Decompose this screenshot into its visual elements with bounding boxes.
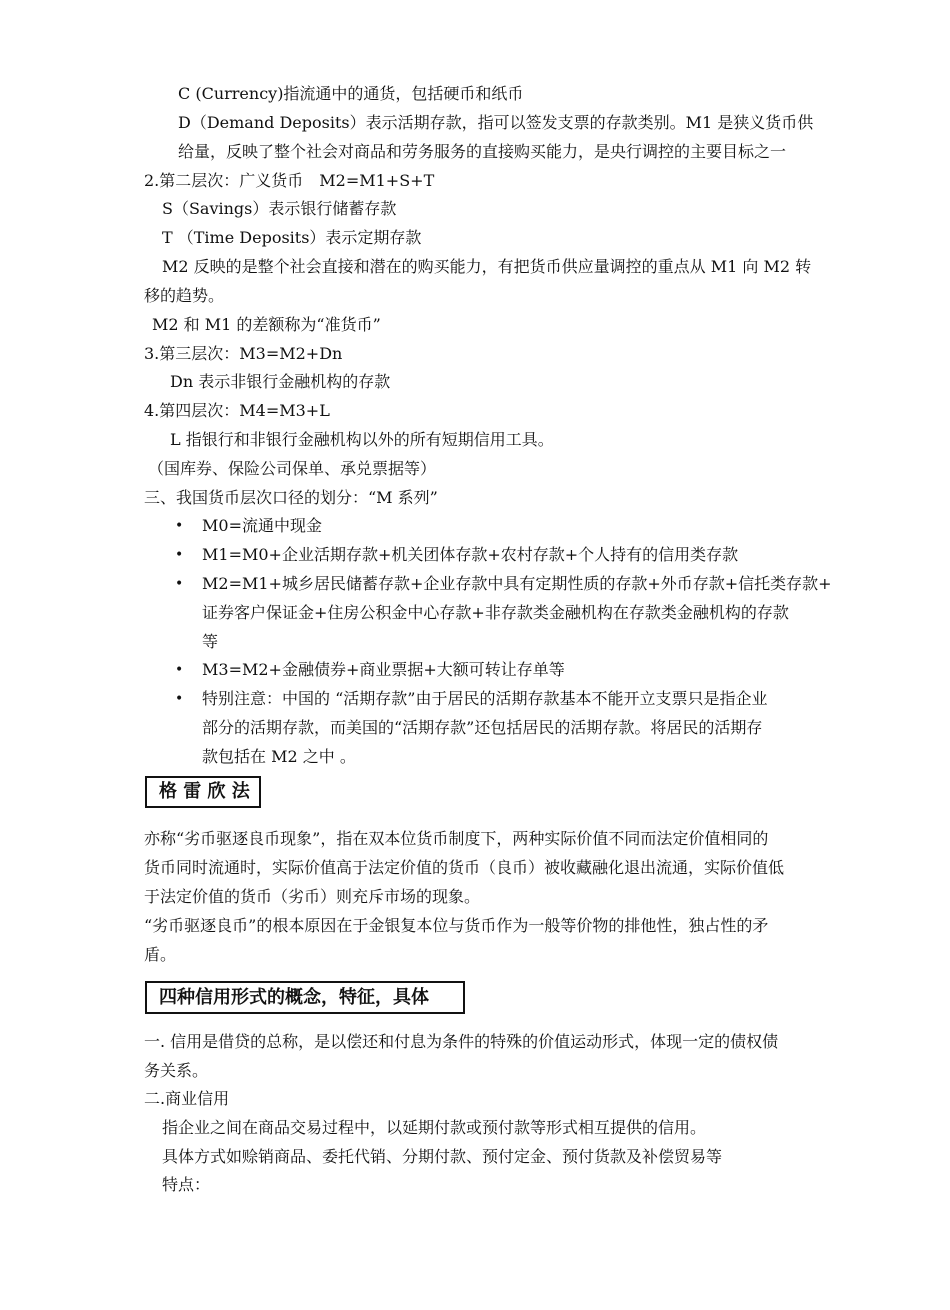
bullet-dot: • [175, 547, 184, 563]
level-2-heading: 2.第二层次：广义货币 M2=M1+S+T [144, 171, 435, 190]
gresham-law-heading [145, 776, 261, 808]
m2-item-2: 证券客户保证金+住房公积金中心存款+非存款类金融机构在存款类金融机构的存款 [202, 603, 789, 622]
special-note-item-3: 款包括在 M2 之中 。 [202, 747, 356, 766]
time-deposits-line: T （Time Deposits）表示定期存款 [162, 228, 422, 247]
bullet-dot: • [175, 518, 184, 534]
gresham-law-heading-text: 格 雷 欣 法 [159, 781, 250, 802]
credit-definition-line: 一. 信用是借贷的总称，是以偿还和付息为条件的特殊的价值运动形式，体现一定的债权债 [144, 1032, 779, 1051]
gresham-para-line-3: 于法定价值的货币（劣币）则充斥市场的现象。 [144, 887, 481, 906]
m2-item: M2=M1+城乡居民储蓄存款+企业存款中具有定期性质的存款+外币存款+信托类存款+ [202, 574, 832, 593]
bullet-dot: • [175, 662, 184, 678]
bullet-dot: • [175, 691, 184, 707]
l-examples-line: （国库券、保险公司保单、承兑票据等） [148, 459, 437, 478]
demand-deposits-line-2: 给量，反映了整个社会对商品和劳务服务的直接购买能力，是央行调控的主要目标之一 [178, 142, 787, 161]
savings-line: S（Savings）表示银行储蓄存款 [162, 199, 397, 218]
level-3-heading: 3.第三层次：M3=M2+Dn [144, 344, 343, 363]
m2-reflects-line-2: 移的趋势。 [144, 286, 225, 305]
credit-definition-line-2: 务关系。 [144, 1061, 209, 1080]
commercial-credit-methods: 具体方式如赊销商品、委托代销、分期付款、预付定金、预付货款及补偿贸易等 [162, 1147, 723, 1166]
level-4-heading: 4.第四层次：M4=M3+L [144, 401, 330, 420]
m2-item-3: 等 [202, 632, 219, 651]
m2-reflects-line: M2 反映的是整个社会直接和潜在的购买能力，有把货币供应量调控的重点从 M1 向 M2 转 [162, 257, 812, 276]
gresham-para-line-2: 货币同时流通时，实际价值高于法定价值的货币（良币）被收藏融化退出流通，实际价值低 [144, 858, 785, 877]
currency-line: C (Currency)指流通中的通货，包括硬币和纸币 [178, 84, 524, 103]
gresham-cause-line-2: 盾。 [144, 945, 177, 964]
credit-forms-heading-text: 四种信用形式的概念，特征，具体 [159, 986, 429, 1008]
l-line: L 指银行和非银行金融机构以外的所有短期信用工具。 [170, 430, 554, 449]
demand-deposits-line: D（Demand Deposits）表示活期存款，指可以签发支票的存款类别。M1 是狭义货币供 [178, 113, 814, 132]
m-series-heading: 三、我国货币层次口径的划分：“M 系列” [144, 488, 438, 507]
features-label: 特点： [162, 1175, 211, 1194]
m1-item: M1=M0+企业活期存款+机关团体存款+农村存款+个人持有的信用类存款 [202, 545, 739, 564]
gresham-para-line: 亦称“劣币驱逐良币现象”，指在双本位货币制度下，两种实际价值不同而法定价值相同的 [144, 829, 769, 848]
commercial-credit-heading: 二.商业信用 [144, 1089, 230, 1108]
quasi-money-line: M2 和 M1 的差额称为“准货币” [152, 315, 381, 334]
special-note-item: 特别注意：中国的 “活期存款”由于居民的活期存款基本不能开立支票只是指企业 [202, 689, 768, 708]
credit-forms-heading [145, 981, 465, 1014]
m3-item: M3=M2+金融债券+商业票据+大额可转让存单等 [202, 660, 565, 679]
commercial-credit-definition: 指企业之间在商品交易过程中，以延期付款或预付款等形式相互提供的信用。 [162, 1118, 707, 1137]
dn-line: Dn 表示非银行金融机构的存款 [170, 372, 391, 391]
bullet-dot: • [175, 576, 184, 592]
gresham-cause-line: “劣币驱逐良币”的根本原因在于金银复本位与货币作为一般等价物的排他性，独占性的矛 [144, 916, 769, 935]
m0-item: M0=流通中现金 [202, 516, 322, 535]
special-note-item-2: 部分的活期存款，而美国的“活期存款”还包括居民的活期存款。将居民的活期存 [202, 718, 763, 737]
